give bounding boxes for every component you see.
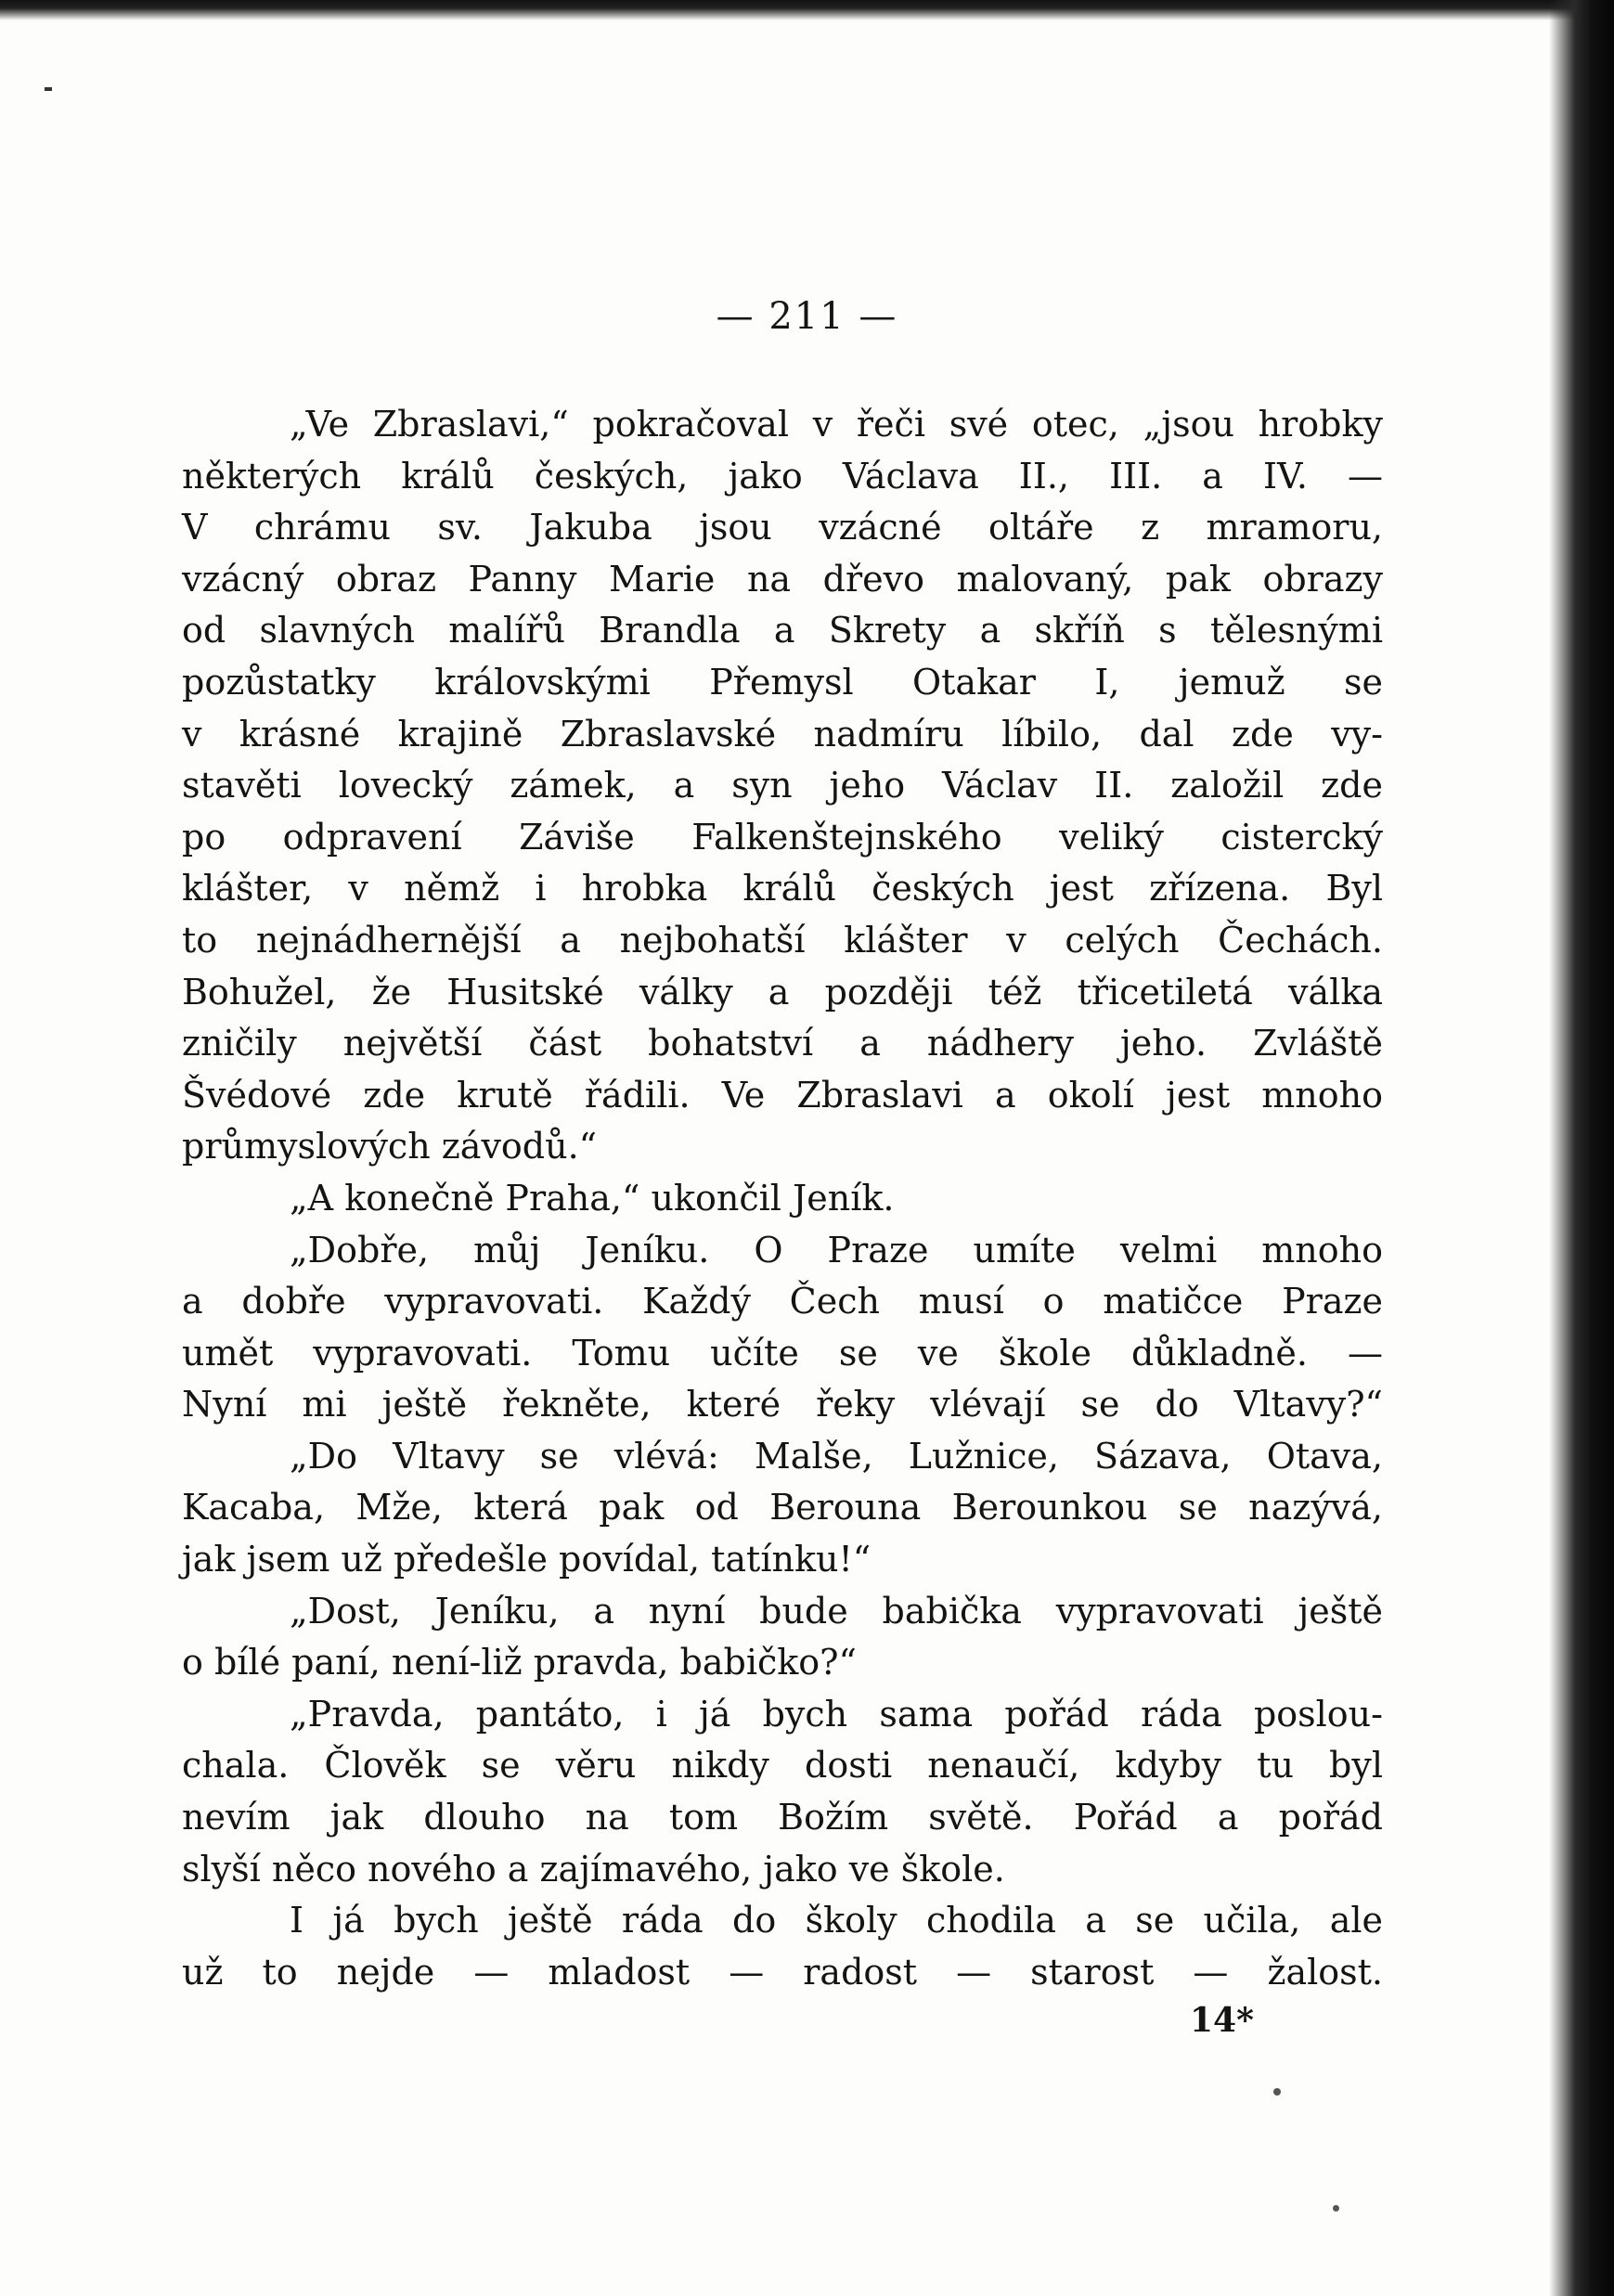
scan-right-edge (1549, 0, 1614, 2296)
scan-speck (1273, 2088, 1281, 2096)
text-line: Kacaba, Mže, která pak od Berouna Berounkou se nazývá, (182, 1487, 1383, 1529)
signature-mark: 14* (1190, 2001, 1254, 2040)
text-line: V chrámu sv. Jakuba jsou vzácné oltáře z mramoru, (182, 507, 1383, 548)
body-text (182, 399, 1383, 1998)
text-line: vzácný obraz Panny Marie na dřevo malovaný, pak obrazy (182, 558, 1383, 600)
text-line: od slavných malířů Brandla a Skrety a skříň s tělesnými (182, 610, 1383, 651)
text-line: klášter, v němž i hrobka králů českých jest zřízena. Byl (182, 868, 1383, 909)
text-line: Nyní mi ještě řekněte, které řeky vlévají se do Vltavy?“ (182, 1384, 1383, 1425)
text-line: I já bych ještě ráda do školy chodila a se učila, ale (290, 1900, 1383, 1941)
text-line: Bohužel, že Husitské války a později též třicetiletá válka (182, 971, 1383, 1013)
text-line: o bílé paní, není-liž pravda, babičko?“ (182, 1642, 857, 1683)
text-line: to nejnádhernější a nejbohatší klášter v celých Čechách. (182, 919, 1383, 961)
text-line: chala. Člověk se věru nikdy dosti nenaučí, kdyby tu byl (182, 1745, 1383, 1786)
text-line: v krásné krajině Zbraslavské nadmíru líbilo, dal zde vy- (182, 713, 1383, 755)
text-line: průmyslových závodů.“ (182, 1126, 598, 1167)
text-line: už to nejde — mladost — radost — starost — žalost. (182, 1951, 1383, 1993)
text-line: „Dost, Jeníku, a nyní bude babička vypravovati ještě (290, 1590, 1383, 1632)
text-line: stavěti lovecký zámek, a syn jeho Václav II. založil zde (182, 765, 1383, 806)
text-line: umět vypravovati. Tomu učíte se ve škole důkladně. — (182, 1332, 1383, 1374)
scan-top-edge (0, 0, 1614, 20)
text-line: Švédové zde krutě řádili. Ve Zbraslavi a okolí jest mnoho (182, 1074, 1383, 1116)
text-line: jak jsem už předešle povídal, tatínku!“ (182, 1539, 872, 1580)
text-line: nevím jak dlouho na tom Božím světě. Pořád a pořád (182, 1797, 1383, 1838)
text-line: a dobře vypravovati. Každý Čech musí o matičce Praze (182, 1281, 1383, 1322)
text-line: po odpravení Záviše Falkenštejnského veliký cistercký (182, 816, 1383, 858)
scan-mark (45, 87, 52, 91)
text-line: „Do Vltavy se vlévá: Malše, Lužnice, Sázava, Otava, (290, 1435, 1383, 1477)
text-line: „Ve Zbraslavi,“ pokračoval v řeči své otec, „jsou hrobky (290, 404, 1383, 445)
text-line: „A konečně Praha,“ ukončil Jeník. (290, 1177, 895, 1219)
text-line: některých králů českých, jako Václava II., III. a IV. — (182, 455, 1383, 497)
text-line: „Dobře, můj Jeníku. O Praze umíte velmi mnoho (290, 1229, 1383, 1271)
text-line: pozůstatky královskými Přemysl Otakar I, jemuž se (182, 661, 1383, 703)
page-number: — 211 — (716, 295, 898, 338)
text-line: „Pravda, pantáto, i já bych sama pořád ráda poslou- (290, 1693, 1383, 1735)
text-line: zničily největší část bohatství a nádhery jeho. Zvláště (182, 1023, 1383, 1064)
text-line: slyší něco nového a zajímavého, jako ve škole. (182, 1848, 1005, 1890)
scan-speck (1333, 2205, 1339, 2212)
